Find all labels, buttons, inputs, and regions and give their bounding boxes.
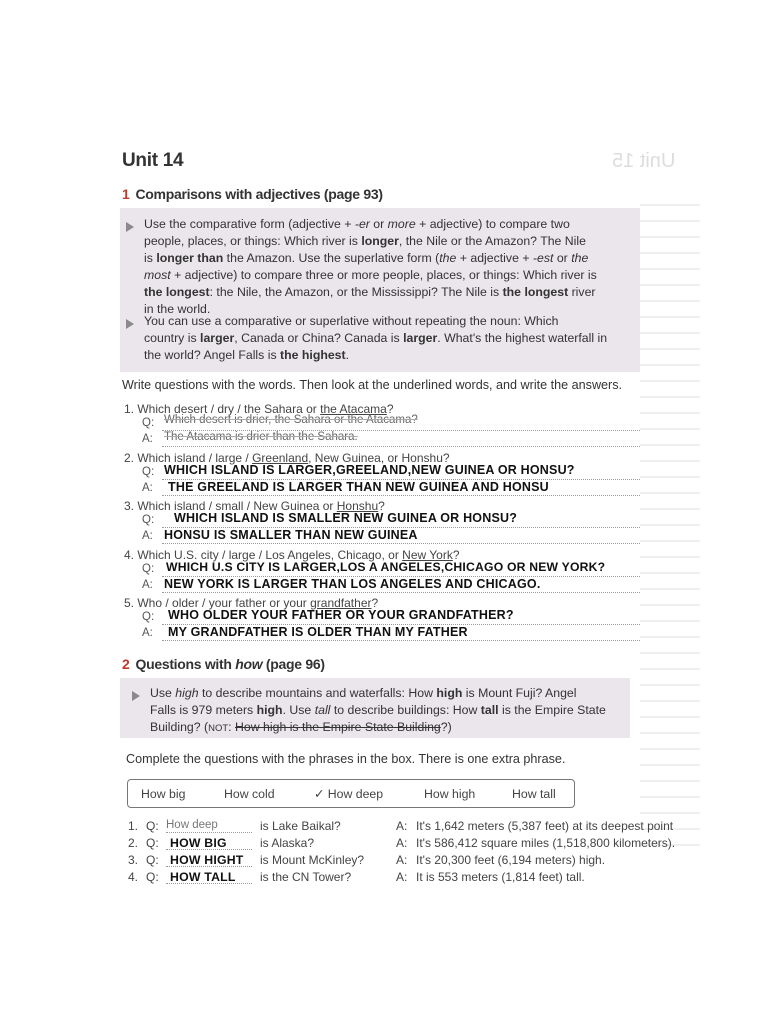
fill-answer[interactable]: HOW TALL	[170, 870, 236, 884]
b1-line: most + adjective) to compare three or more people, places, or things: Which river is	[144, 268, 597, 282]
b1-line: in the world.	[144, 302, 211, 316]
a-label: A:	[142, 578, 153, 591]
exercise-number: 1.	[128, 819, 139, 833]
exercise-number: 5.	[124, 596, 135, 610]
prompt-text: ?	[386, 402, 394, 416]
unit-title: Unit 14	[122, 150, 184, 171]
section-1-instruction: Write questions with the words. Then look at the underlined words, and write the answers.	[122, 378, 623, 392]
phrase-option: How tall	[512, 787, 556, 801]
q-label: Q:	[142, 514, 155, 526]
section-1-heading	[122, 186, 383, 202]
exercise-number: 2.	[124, 450, 135, 465]
answer-line	[162, 446, 640, 447]
a-label: A:	[396, 819, 408, 833]
answer-text: It's 586,412 square miles (1,518,800 kilometers).	[416, 836, 676, 850]
b3-line: Use high to describe mountains and waterfalls: How high is Mount Fuji? Angel	[150, 686, 577, 700]
prompt-text: , New Guinea, or Honshu?	[308, 450, 450, 465]
exercise-number: 4.	[128, 870, 139, 884]
section-2-title-part: Questions with	[135, 656, 236, 672]
fill-answer[interactable]: HOW BIG	[170, 836, 227, 850]
bullet-arrow-icon	[126, 319, 134, 329]
underlined-word: grandfather	[310, 596, 372, 610]
answer-line	[162, 640, 640, 641]
prompt-text: ?	[371, 596, 379, 610]
answer-text: It's 20,300 feet (6,194 meters) high.	[416, 853, 606, 867]
b3-line: Falls is 979 meters high. Use tall to describe buildings: How tall is the Empire State	[150, 703, 606, 717]
exercise-number: 4.	[124, 547, 135, 562]
prompt-text: Who / older / your father or your	[137, 596, 311, 610]
exercise-number: 3.	[128, 853, 139, 867]
underlined-word: the Atacama	[320, 402, 387, 416]
q-label: Q:	[146, 819, 159, 833]
section-2-title-part: (page 96)	[262, 656, 325, 672]
bullet-arrow-icon	[126, 222, 134, 232]
fill-answer[interactable]: How deep	[166, 819, 218, 831]
phrase-option: How cold	[224, 787, 275, 801]
exercise-number: 1.	[124, 402, 135, 416]
b1-line: the longest: the Nile, the Amazon, or the Mississippi? The Nile is the longest river	[144, 285, 596, 299]
answer-text: It's 1,642 meters (5,387 feet) at its deepest point	[416, 819, 674, 833]
question-rest: is the CN Tower?	[260, 870, 352, 884]
grammar-box-1-bullet-1	[144, 216, 636, 318]
answer-text[interactable]: MY GRANDFATHER IS OLDER THAN MY FATHER	[168, 625, 468, 639]
answer-text[interactable]: HONSU IS SMALLER THAN NEW GUINEA	[164, 528, 418, 542]
section-2-instruction: Complete the questions with the phrases in the box. There is one extra phrase.	[126, 752, 566, 766]
question-rest: is Lake Baikal?	[260, 819, 341, 833]
phrase-option: How high	[424, 787, 476, 801]
prompt-text: ?	[378, 499, 385, 513]
answer-text[interactable]: THE GREELAND IS LARGER THAN NEW GUINEA AND HONSU	[168, 479, 549, 494]
b1-line: people, places, or things: Which river is longer, the Nile or the Amazon? The Nile	[144, 234, 586, 248]
grammar-box-1-bullet-2	[144, 313, 636, 364]
question-answer-text[interactable]: WHICH U.S CITY IS LARGER,LOS A ANGELES,CHICAGO OR NEW YORK?	[166, 559, 606, 574]
grammar-box-2	[120, 678, 630, 738]
a-label: A:	[142, 481, 153, 494]
a-label: A:	[142, 433, 153, 445]
section-2-title-italic: how	[235, 656, 263, 672]
section-1-number: 1	[122, 186, 130, 202]
b2-line: the world? Angel Falls is the highest.	[144, 348, 350, 362]
a-label: A:	[142, 627, 153, 639]
phrase-option: How big	[141, 787, 186, 801]
phrase-option: ✓ How deep	[314, 787, 384, 801]
bullet-arrow-icon	[132, 691, 140, 701]
b1-line: Use the comparative form (adjective + -er or more + adjective) to compare two	[144, 217, 570, 231]
prompt-text: Which island / large /	[137, 450, 253, 465]
underlined-word: Honshu	[336, 499, 379, 513]
b3-line: Building? (NOT: How high is the Empire State Building?)	[150, 720, 452, 734]
section-2-heading	[122, 656, 325, 672]
exercise-number: 2.	[128, 836, 139, 850]
q-label: Q:	[146, 870, 159, 884]
grammar-box-2-text	[150, 685, 628, 737]
a-label: A:	[142, 530, 153, 542]
fill-line	[166, 832, 252, 833]
q-label: Q:	[142, 611, 155, 623]
b1-line: is longer than the Amazon. Use the superlative form (the + adjective + -est or the	[144, 251, 589, 265]
answer-text: It is 553 meters (1,814 feet) tall.	[416, 870, 585, 884]
question-answer-text[interactable]: WHO OLDER YOUR FATHER OR YOUR GRANDFATHER?	[168, 608, 514, 622]
section-2-number: 2	[122, 656, 130, 672]
b2-line: country is larger, Canada or China? Canada is larger. What's the highest waterfall in	[144, 331, 608, 345]
underlined-word: New York	[402, 547, 453, 562]
b2-line: You can use a comparative or superlative without repeating the noun: Which	[144, 314, 559, 328]
answer-text[interactable]: The Atacama is drier than the Sahara.	[164, 431, 358, 443]
fill-answer[interactable]: HOW HIGHT	[170, 853, 244, 867]
answer-line	[162, 592, 640, 593]
prompt-text: Which U.S. city / large / Los Angeles, Chicago, or	[137, 547, 403, 562]
q-label: Q:	[146, 853, 159, 867]
q-label: Q:	[146, 836, 159, 850]
q-label: Q:	[142, 465, 155, 478]
prompt-text: Which island / small / New Guinea or	[137, 499, 337, 513]
question-answer-text[interactable]: Which desert is drier, the Sahara or the Atacama?	[164, 414, 418, 426]
question-rest: is Mount McKinley?	[260, 853, 365, 867]
a-label: A:	[396, 836, 408, 850]
prompt-text: Which desert / dry / the Sahara or	[137, 402, 321, 416]
underlined-word: Greenland	[252, 450, 309, 465]
question-answer-text[interactable]: WHICH ISLAND IS LARGER,GREELAND,NEW GUINEA OR HONSU?	[164, 462, 575, 477]
grammar-box-1	[120, 208, 640, 372]
question-rest: is Alaska?	[260, 836, 315, 850]
prompt-text: ?	[452, 547, 460, 562]
question-answer-text[interactable]: WHICH ISLAND IS SMALLER NEW GUINEA OR HONSU?	[174, 511, 518, 525]
exercise-number: 3.	[124, 499, 135, 513]
a-label: A:	[396, 870, 408, 884]
answer-text[interactable]: NEW YORK IS LARGER THAN LOS ANGELES AND CHICAGO.	[164, 576, 541, 591]
q-label: Q:	[142, 417, 155, 429]
answer-line	[162, 495, 640, 496]
q-label: Q:	[142, 562, 155, 575]
show-through-text: Unit 15	[612, 150, 676, 172]
show-through-lines	[640, 190, 700, 850]
a-label: A:	[396, 853, 408, 867]
section-1-title: Comparisons with adjectives (page 93)	[135, 186, 383, 202]
answer-line	[162, 543, 640, 544]
